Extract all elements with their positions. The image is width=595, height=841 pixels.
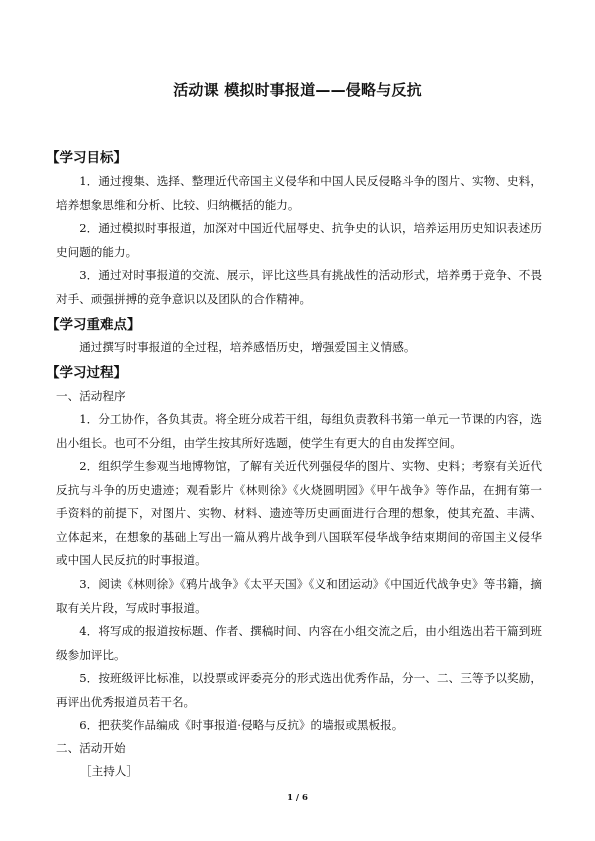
host-label: ［主持人］: [80, 764, 138, 778]
process-step-2: 2．组织学生参观当地博物馆，了解有关近代列强侵华的图片、实物、史料；考察有关近代反抗与斗争的历史遗迹；观看影片《林则徐》《火烧圆明园》《甲午战争》等作品，在拥有第一手资料的前提下，对图片、实物、材料、遗迹等历史画面进行合理的想象，使其充盈、丰满、立体起来，在想象的基础上写出一篇从鸦片战争到八国联军侵华战争结束期间的帝国主义侵华或中国人民反抗的时事报道。: [56, 459, 542, 567]
process-heading: 【学习过程】: [46, 365, 127, 381]
objective-item-3: 3．通过对时事报道的交流、展示，评比这些具有挑战性的活动形式，培养勇于竞争、不畏对手、顽强拼搏的竞争意识以及团队的合作精神。: [56, 268, 542, 306]
key-points-text: 通过撰写时事报道的全过程，培养感悟历史，增强爱国主义情感。: [79, 340, 416, 354]
process-part2-label: 二、活动开始: [56, 741, 126, 755]
key-points-heading: 【学习重难点】: [46, 317, 141, 333]
process-step-5: 5．按班级评比标准，以投票或评委亮分的形式选出优秀作品，分一、二、三等予以奖励，再评出优秀报道员若干名。: [56, 671, 542, 709]
page-number: 1 / 6: [287, 793, 308, 803]
page-title: 活动课 模拟时事报道——侵略与反抗: [173, 81, 422, 99]
objective-item-1: 1．通过搜集、选择、整理近代帝国主义侵华和中国人民反侵略斗争的图片、实物、史料，培养想象思维和分析、比较、归纳概括的能力。: [56, 174, 542, 212]
process-step-6: 6．把获奖作品编成《时事报道·侵略与反抗》的墙报或黑板报。: [79, 718, 404, 732]
process-step-4: 4．将写成的报道按标题、作者、撰稿时间、内容在小组交流之后，由小组选出若干篇到班级参加评比。: [56, 624, 542, 662]
process-part1-label: 一、活动程序: [56, 389, 126, 403]
objectives-heading: 【学习目标】: [46, 150, 127, 166]
process-step-3: 3．阅读《林则徐》《鸦片战争》《太平天国》《义和团运动》《中国近代战争史》等书籍，摘取有关片段，写成时事报道。: [56, 577, 542, 615]
objective-item-2: 2．通过模拟时事报道，加深对中国近代屈辱史、抗争史的认识，培养运用历史知识表述历史问题的能力。: [56, 221, 542, 259]
process-step-1: 1．分工协作，各负其责。将全班分成若干组，每组负责教科书第一单元一节课的内容，选出小组长。也可不分组，由学生按其所好选题，使学生有更大的自由发挥空间。: [56, 412, 542, 450]
